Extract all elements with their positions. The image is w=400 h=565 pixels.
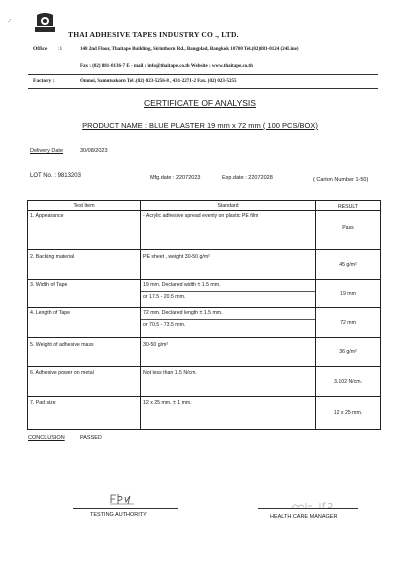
result-value: 12 x 25 mm. [316,397,381,430]
product-name: PRODUCT NAME : BLUE PLASTER 19 mm x 72 mm ( 100 PCS/BOX) [82,121,318,130]
header-divider-top [28,74,378,75]
result-value: 45 g/m² [316,250,381,280]
carton-number: ( Carton Number 1-50) [313,177,369,183]
table-row [28,338,381,367]
standard-text: 12 x 25 mm. ± 1 mm. [143,400,192,406]
conclusion-value: PASSED [80,435,102,441]
header-divider-bottom [28,88,378,89]
test-item: 5. Weight of adhesive mass [28,338,141,367]
factory-address: Omnoi, Samutsakorn Tel .(02) 023-5256-8 , 431-2271-2 Fax. (02) 023-5255 [80,79,237,84]
test-item: 1. Appearance [28,211,141,250]
testing-authority-signature [108,492,138,506]
mfg-date: Mfg.date : 22072023 [150,175,201,181]
conclusion-label: CONCLUSION [28,435,65,441]
table-row [28,308,381,338]
signature-line-right [258,508,358,509]
table-row [28,211,381,250]
company-logo [33,12,57,34]
analysis-table [27,200,381,430]
standard-text: Not less than 1.5 N/cm. [143,370,197,376]
test-item: 7. Pad size [28,397,141,430]
certificate-title: CERTIFICATE OF ANALYSIS [144,98,256,108]
result-value: 36 g/m² [316,338,381,367]
signature-line-left [73,508,178,509]
standard-text: 19 mm. Declared width ± 1.5 mm. [141,280,315,292]
test-item: 6. Adhesive power on metal [28,367,141,397]
result-value: 72 mm [316,308,381,338]
lot-number: LOT No. : 9813203 [30,173,81,179]
corner-mark: -' [8,19,11,25]
table-row [28,280,381,308]
table-header-row [28,201,381,211]
standard-text: PE sheet , weight 30-50 g/m² [143,254,210,260]
testing-authority-label: TESTING AUTHORITY [90,512,147,518]
delivery-date: 30/08/2023 [80,148,108,154]
company-name: THAI ADHESIVE TAPES INDUSTRY CO ., LTD. [68,30,239,39]
col-header-standard: Standard [141,201,316,211]
test-item: 3. Width of Tape [28,280,141,308]
standard-text: 30-50 g/m² [143,342,169,348]
result-value: 3.102 N/cm. [316,367,381,397]
delivery-label: Delivery Date [30,148,64,154]
test-item: 4. Length of Tape [28,308,141,338]
office-fax-email: Fax : (02) 881-0136-7 E - mail : info@thaitape.co.th Website : www.thaitape.co.th [80,64,253,69]
office-address: 148 2nd Floor, Thaitape Building, Sirinthorn Rd., Bangplad, Bangkok 10700 Tel.(02)881-0124 (24Line) [80,47,299,52]
health-care-manager-label: HEALTH CARE MANAGER [270,514,338,520]
logo-text: Thai Tape [30,35,44,39]
result-value: Pass [316,211,381,250]
standard-text: 72 mm. Declared length ± 1.5 mm. [141,308,315,320]
table-row [28,250,381,280]
factory-label: Factory : [33,78,55,84]
standard-text: or 70.5 - 73.5 mm. [143,322,186,328]
test-item: 2. Backing material [28,250,141,280]
col-header-result: RESULT [316,201,381,211]
office-colon: :1 [58,46,63,52]
standard-text: - Acrylic adhesive spread evenly on plastic PE film [143,213,259,219]
exp-date: Exp.date : 22072028 [222,175,273,181]
table-row [28,367,381,397]
office-label: Office [33,46,48,52]
table-row [28,397,381,430]
col-header-test-item: Test Item [28,201,141,211]
result-value: 19 mm [316,280,381,308]
standard-text: or 17.5 - 20.5 mm. [143,294,186,300]
